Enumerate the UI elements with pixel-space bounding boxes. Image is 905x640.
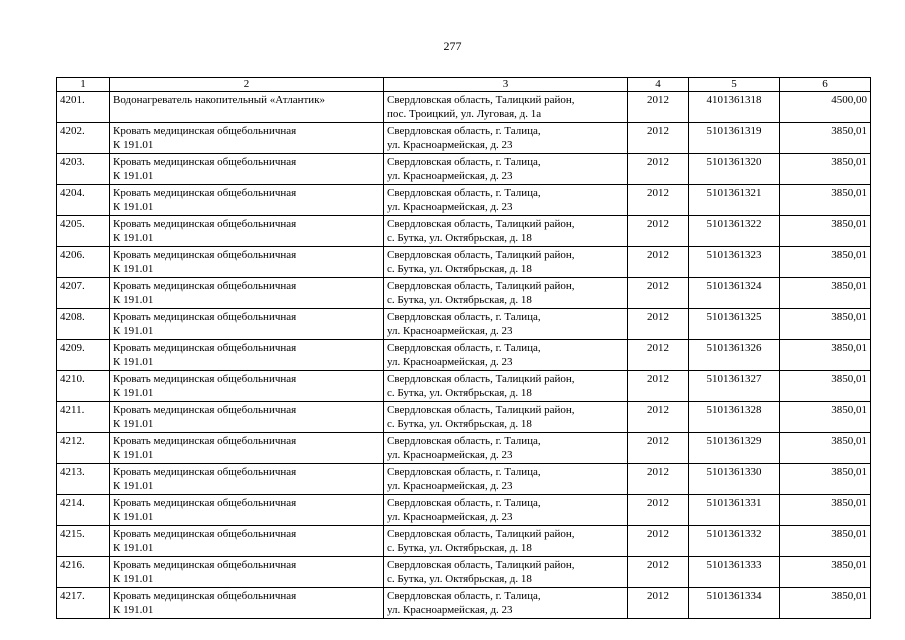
item-name [110,433,384,464]
address-line: Свердловская область, Талицкий район, [387,280,575,292]
item-name-line: Водонагреватель накопительный «Атлантик» [113,94,326,106]
table-row [57,123,871,154]
item-name [110,123,384,154]
address-line: Свердловская область, г. Талица, [387,435,541,447]
address-line: Свердловская область, г. Талица, [387,187,541,199]
address-line: Свердловская область, г. Талица, [387,311,541,323]
item-address [384,92,628,123]
price-cell: 3850,01 [780,495,871,526]
address-line: ул. Красноармейская, д. 23 [387,325,513,337]
item-model-line: К 191.01 [113,387,154,399]
inventory-number: 5101361319 [689,123,780,154]
item-name-line: Кровать медицинская общебольничная [113,435,297,447]
year-cell: 2012 [628,464,689,495]
item-name [110,526,384,557]
item-name-line: Кровать медицинская общебольничная [113,559,297,571]
item-model-line: К 191.01 [113,325,154,337]
address-line: Свердловская область, г. Талица, [387,466,541,478]
table-row [57,309,871,340]
item-name-line: Кровать медицинская общебольничная [113,187,297,199]
table-row [57,557,871,588]
address-line: Свердловская область, Талицкий район, [387,218,575,230]
year-cell: 2012 [628,526,689,557]
item-model-line: К 191.01 [113,449,154,461]
price-cell: 3850,01 [780,216,871,247]
row-number: 4206. [57,247,110,278]
year-cell: 2012 [628,278,689,309]
property-registry-table [56,77,871,619]
row-number: 4205. [57,216,110,247]
inventory-number: 5101361333 [689,557,780,588]
table-row [57,92,871,123]
address-line: ул. Красноармейская, д. 23 [387,511,513,523]
item-address [384,433,628,464]
address-line: ул. Красноармейская, д. 23 [387,449,513,461]
price-cell: 3850,01 [780,185,871,216]
table-row [57,526,871,557]
address-line: Свердловская область, Талицкий район, [387,404,575,416]
row-number: 4215. [57,526,110,557]
price-cell: 4500,00 [780,92,871,123]
inventory-number: 5101361328 [689,402,780,433]
item-address [384,495,628,526]
address-line: Свердловская область, Талицкий район, [387,373,575,385]
item-name [110,309,384,340]
price-cell: 3850,01 [780,154,871,185]
item-name-line: Кровать медицинская общебольничная [113,156,297,168]
item-name [110,402,384,433]
item-name-line: Кровать медицинская общебольничная [113,497,297,509]
item-address [384,216,628,247]
item-address [384,247,628,278]
item-name-line: Кровать медицинская общебольничная [113,528,297,540]
item-model-line: К 191.01 [113,232,154,244]
item-address [384,278,628,309]
item-model-line: К 191.01 [113,201,154,213]
address-line: пос. Троицкий, ул. Луговая, д. 1а [387,108,542,120]
row-number: 4209. [57,340,110,371]
address-line: ул. Красноармейская, д. 23 [387,139,513,151]
item-name [110,154,384,185]
item-model-line: К 191.01 [113,263,154,275]
price-cell: 3850,01 [780,588,871,619]
address-line: ул. Красноармейская, д. 23 [387,201,513,213]
inventory-number: 5101361322 [689,216,780,247]
item-model-line: К 191.01 [113,542,154,554]
year-cell: 2012 [628,247,689,278]
item-name [110,278,384,309]
item-model-line: К 191.01 [113,573,154,585]
address-line: с. Бутка, ул. Октябрьская, д. 18 [387,418,532,430]
row-number: 4210. [57,371,110,402]
row-number: 4202. [57,123,110,154]
table-row [57,278,871,309]
column-header: 2 [110,78,384,92]
row-number: 4201. [57,92,110,123]
table-row [57,402,871,433]
item-address [384,526,628,557]
row-number: 4204. [57,185,110,216]
address-line: Свердловская область, Талицкий район, [387,249,575,261]
item-name-line: Кровать медицинская общебольничная [113,280,297,292]
table-row [57,154,871,185]
address-line: с. Бутка, ул. Октябрьская, д. 18 [387,263,532,275]
table-row [57,495,871,526]
item-name-line: Кровать медицинская общебольничная [113,404,297,416]
item-name [110,340,384,371]
address-line: с. Бутка, ул. Октябрьская, д. 18 [387,387,532,399]
item-name [110,557,384,588]
inventory-number: 5101361325 [689,309,780,340]
price-cell: 3850,01 [780,340,871,371]
year-cell: 2012 [628,557,689,588]
item-name-line: Кровать медицинская общебольничная [113,342,297,354]
address-line: Свердловская область, г. Талица, [387,590,541,602]
price-cell: 3850,01 [780,278,871,309]
table-row [57,433,871,464]
table-row [57,340,871,371]
row-number: 4214. [57,495,110,526]
item-name [110,495,384,526]
year-cell: 2012 [628,185,689,216]
item-name [110,588,384,619]
address-line: ул. Красноармейская, д. 23 [387,170,513,182]
table-row [57,185,871,216]
inventory-number: 5101361323 [689,247,780,278]
table-row [57,371,871,402]
item-name [110,92,384,123]
inventory-number: 5101361332 [689,526,780,557]
item-address [384,123,628,154]
row-number: 4211. [57,402,110,433]
item-name-line: Кровать медицинская общебольничная [113,125,297,137]
item-address [384,154,628,185]
address-line: Свердловская область, г. Талица, [387,497,541,509]
price-cell: 3850,01 [780,123,871,154]
year-cell: 2012 [628,495,689,526]
item-name-line: Кровать медицинская общебольничная [113,590,297,602]
address-line: ул. Красноармейская, д. 23 [387,604,513,616]
address-line: с. Бутка, ул. Октябрьская, д. 18 [387,294,532,306]
item-name [110,185,384,216]
item-address [384,557,628,588]
column-header: 6 [780,78,871,92]
column-header: 3 [384,78,628,92]
year-cell: 2012 [628,588,689,619]
row-number: 4208. [57,309,110,340]
price-cell: 3850,01 [780,526,871,557]
address-line: Свердловская область, Талицкий район, [387,528,575,540]
year-cell: 2012 [628,340,689,371]
address-line: ул. Красноармейская, д. 23 [387,480,513,492]
item-address [384,402,628,433]
item-name-line: Кровать медицинская общебольничная [113,311,297,323]
item-model-line: К 191.01 [113,511,154,523]
table-body [57,92,871,619]
address-line: Свердловская область, г. Талица, [387,342,541,354]
table-row [57,216,871,247]
column-header: 1 [57,78,110,92]
item-name [110,464,384,495]
inventory-number: 4101361318 [689,92,780,123]
price-cell: 3850,01 [780,371,871,402]
inventory-number: 5101361334 [689,588,780,619]
price-cell: 3850,01 [780,433,871,464]
item-model-line: К 191.01 [113,170,154,182]
item-model-line: К 191.01 [113,418,154,430]
price-cell: 3850,01 [780,557,871,588]
inventory-number: 5101361326 [689,340,780,371]
item-address [384,464,628,495]
address-line: Свердловская область, г. Талица, [387,156,541,168]
year-cell: 2012 [628,433,689,464]
item-name [110,371,384,402]
inventory-number: 5101361320 [689,154,780,185]
header-row [57,78,871,92]
item-address [384,371,628,402]
year-cell: 2012 [628,371,689,402]
address-line: с. Бутка, ул. Октябрьская, д. 18 [387,573,532,585]
inventory-number: 5101361321 [689,185,780,216]
item-model-line: К 191.01 [113,604,154,616]
price-cell: 3850,01 [780,402,871,433]
address-line: Свердловская область, г. Талица, [387,125,541,137]
inventory-number: 5101361331 [689,495,780,526]
price-cell: 3850,01 [780,247,871,278]
item-name-line: Кровать медицинская общебольничная [113,249,297,261]
address-line: с. Бутка, ул. Октябрьская, д. 18 [387,542,532,554]
item-address [384,588,628,619]
column-header: 5 [689,78,780,92]
item-name-line: Кровать медицинская общебольничная [113,466,297,478]
table-row [57,588,871,619]
item-name [110,216,384,247]
item-model-line: К 191.01 [113,139,154,151]
item-model-line: К 191.01 [113,294,154,306]
row-number: 4217. [57,588,110,619]
year-cell: 2012 [628,123,689,154]
inventory-number: 5101361324 [689,278,780,309]
year-cell: 2012 [628,216,689,247]
year-cell: 2012 [628,92,689,123]
column-header: 4 [628,78,689,92]
row-number: 4203. [57,154,110,185]
address-line: Свердловская область, Талицкий район, [387,94,575,106]
item-name-line: Кровать медицинская общебольничная [113,373,297,385]
item-address [384,340,628,371]
price-cell: 3850,01 [780,309,871,340]
address-line: ул. Красноармейская, д. 23 [387,356,513,368]
address-line: Свердловская область, Талицкий район, [387,559,575,571]
item-name-line: Кровать медицинская общебольничная [113,218,297,230]
item-address [384,185,628,216]
row-number: 4213. [57,464,110,495]
item-model-line: К 191.01 [113,480,154,492]
inventory-number: 5101361329 [689,433,780,464]
item-address [384,309,628,340]
item-model-line: К 191.01 [113,356,154,368]
year-cell: 2012 [628,402,689,433]
year-cell: 2012 [628,154,689,185]
address-line: с. Бутка, ул. Октябрьская, д. 18 [387,232,532,244]
item-name [110,247,384,278]
year-cell: 2012 [628,309,689,340]
table-row [57,464,871,495]
row-number: 4207. [57,278,110,309]
inventory-number: 5101361327 [689,371,780,402]
row-number: 4216. [57,557,110,588]
price-cell: 3850,01 [780,464,871,495]
inventory-number: 5101361330 [689,464,780,495]
page-number: 277 [443,39,462,53]
table-row [57,247,871,278]
row-number: 4212. [57,433,110,464]
